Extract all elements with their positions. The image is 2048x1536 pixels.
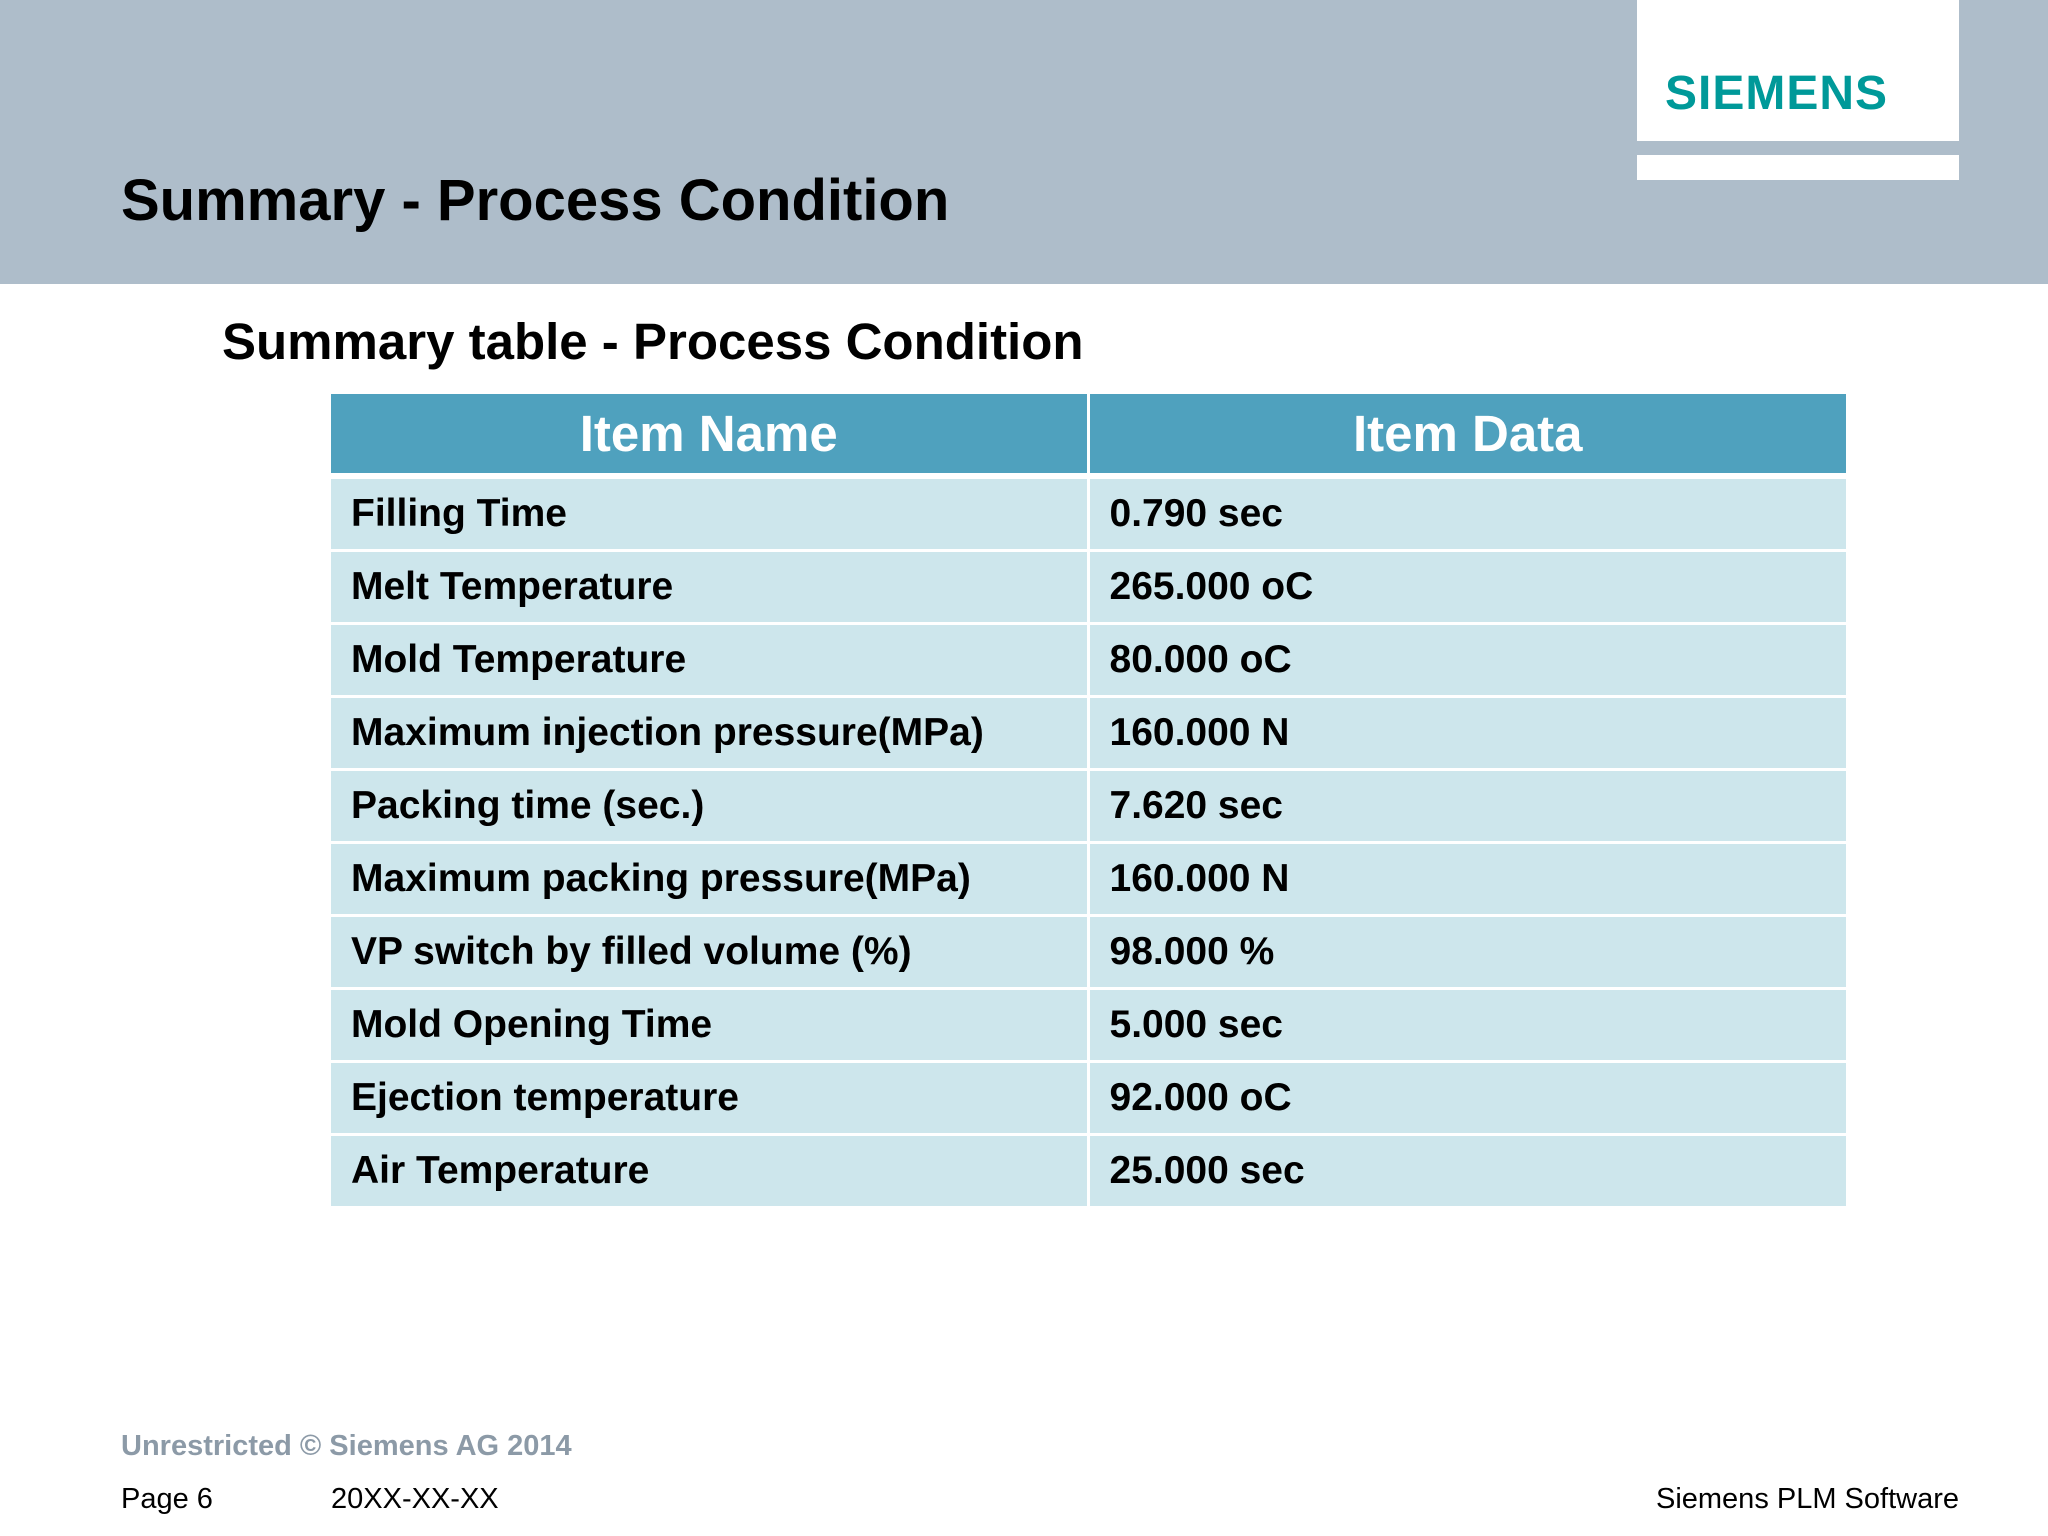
table-row xyxy=(331,989,1846,1062)
item-data-cell: 160.000 N xyxy=(1088,843,1846,916)
table-row xyxy=(331,476,1846,551)
summary-table xyxy=(331,394,1846,1209)
item-name-cell: Maximum packing pressure(MPa) xyxy=(331,843,1088,916)
item-name-cell: Filling Time xyxy=(331,476,1088,551)
item-data-cell: 7.620 sec xyxy=(1088,770,1846,843)
item-name-cell: Air Temperature xyxy=(331,1135,1088,1208)
item-data-cell: 80.000 oC xyxy=(1088,624,1846,697)
footer-date: 20XX-XX-XX xyxy=(331,1483,499,1515)
item-name-cell: Mold Temperature xyxy=(331,624,1088,697)
logo-strip xyxy=(1637,155,1959,180)
item-data-cell: 160.000 N xyxy=(1088,697,1846,770)
item-name-cell: Packing time (sec.) xyxy=(331,770,1088,843)
table-row xyxy=(331,1062,1846,1135)
item-data-cell: 92.000 oC xyxy=(1088,1062,1846,1135)
column-header-item-name: Item Name xyxy=(331,394,1088,476)
table-row xyxy=(331,551,1846,624)
item-name-cell: Mold Opening Time xyxy=(331,989,1088,1062)
item-data-cell: 25.000 sec xyxy=(1088,1135,1846,1208)
table-row xyxy=(331,843,1846,916)
page-title: Summary - Process Condition xyxy=(121,168,950,233)
table-header-row xyxy=(331,394,1846,476)
footer-page-number: Page 6 xyxy=(121,1483,213,1515)
item-name-cell: Maximum injection pressure(MPa) xyxy=(331,697,1088,770)
item-data-cell: 265.000 oC xyxy=(1088,551,1846,624)
item-data-cell: 5.000 sec xyxy=(1088,989,1846,1062)
item-data-cell: 98.000 % xyxy=(1088,916,1846,989)
column-header-item-data: Item Data xyxy=(1088,394,1846,476)
section-title: Summary table - Process Condition xyxy=(222,313,1084,370)
item-name-cell: Ejection temperature xyxy=(331,1062,1088,1135)
item-data-cell: 0.790 sec xyxy=(1088,476,1846,551)
table-row xyxy=(331,697,1846,770)
table-row xyxy=(331,770,1846,843)
footer-copyright: Unrestricted © Siemens AG 2014 xyxy=(121,1430,572,1462)
item-name-cell: VP switch by filled volume (%) xyxy=(331,916,1088,989)
table-row xyxy=(331,624,1846,697)
footer-company: Siemens PLM Software xyxy=(1655,1483,1959,1515)
table-row xyxy=(331,916,1846,989)
table-row xyxy=(331,1135,1846,1208)
siemens-logo: SIEMENS xyxy=(1665,67,1889,120)
item-name-cell: Melt Temperature xyxy=(331,551,1088,624)
